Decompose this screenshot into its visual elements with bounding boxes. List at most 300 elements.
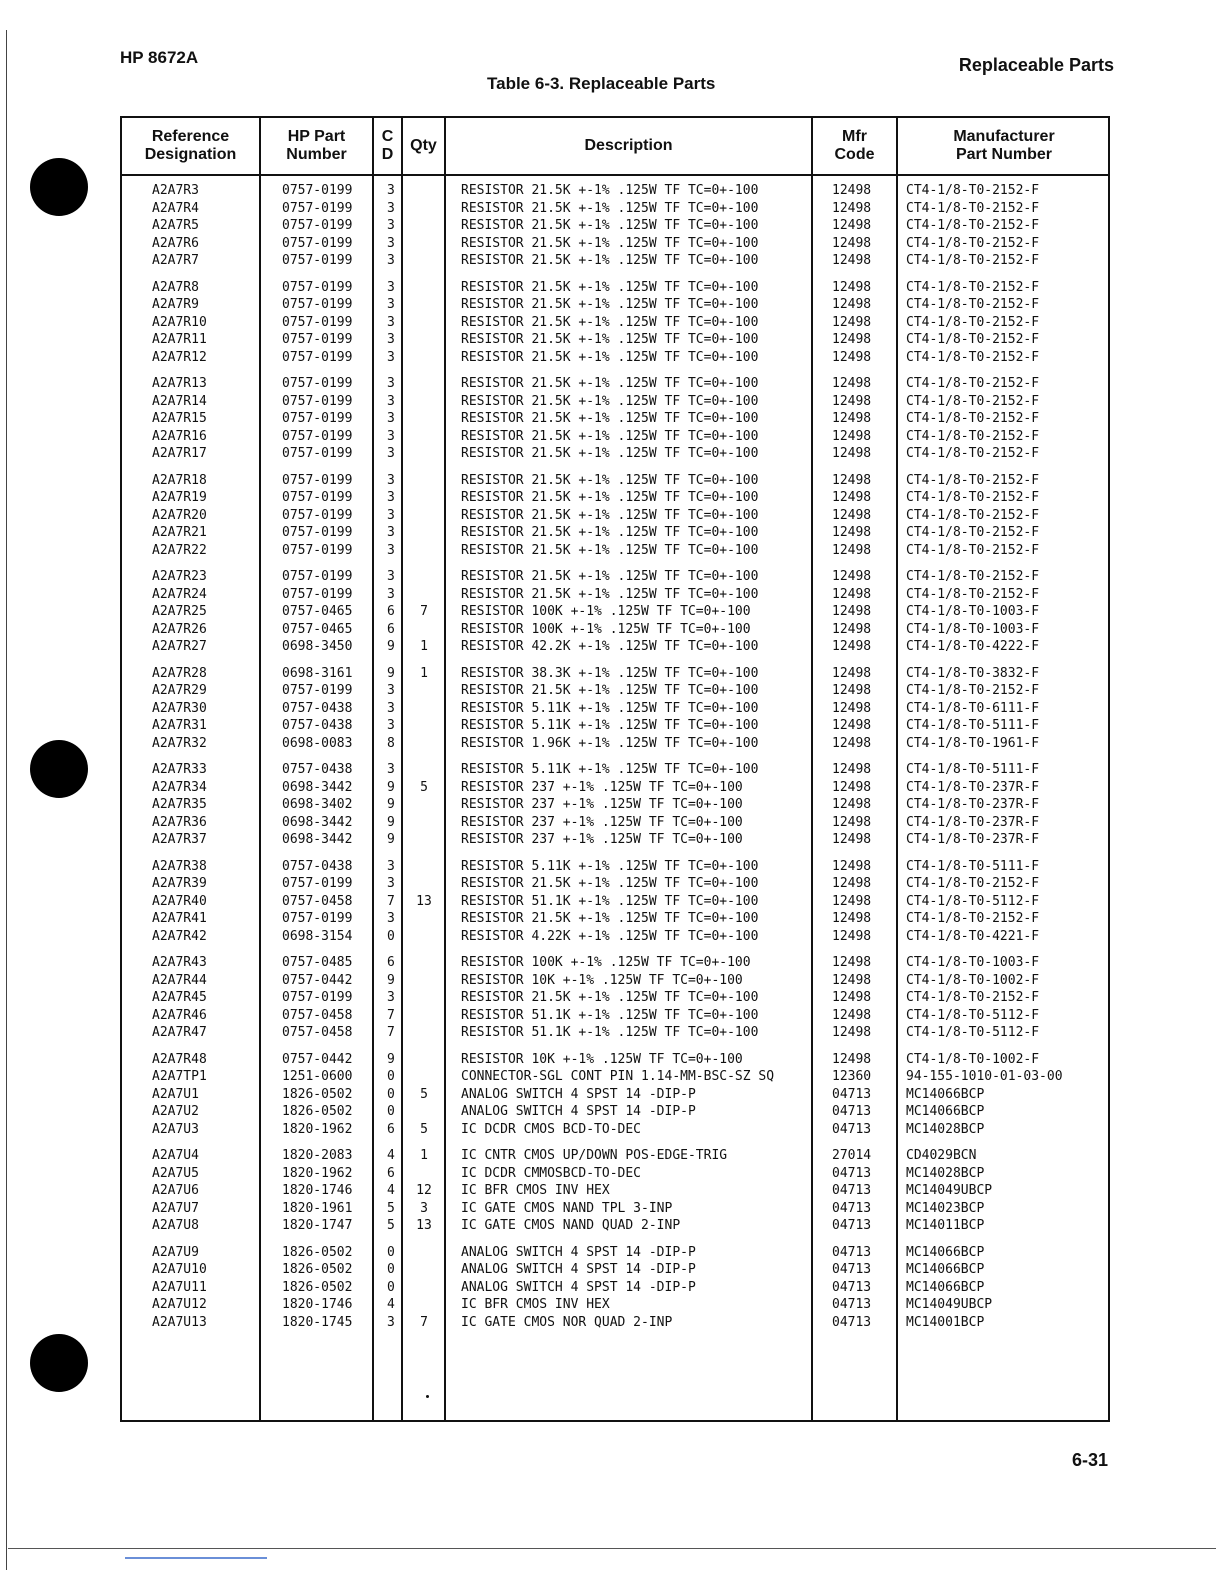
mfr-code-cell: 12498 — [832, 665, 872, 681]
row-group — [122, 1051, 1108, 1139]
cd-cell: 3 — [387, 990, 395, 1005]
qty-cell: 12 — [416, 1183, 432, 1198]
model-heading: HP 8672A — [120, 48, 199, 67]
qty-cell: 7 — [420, 1314, 428, 1330]
cd-cell: 7 — [387, 1025, 395, 1040]
mfr-code-cell: 12498 — [832, 911, 872, 926]
qty-cell: 5 — [420, 779, 428, 795]
mfr-part-number-cell: CT4-1/8-T0-237R-F — [906, 832, 1040, 847]
hp-part-number-cell: 0757-0199 — [282, 507, 353, 523]
mfr-code-cell: 04713 — [832, 1218, 872, 1233]
hp-part-number-cell: 0698-3161 — [282, 665, 353, 681]
ref-designation-cell: A2A7R12 — [152, 349, 207, 365]
mfr-code-cell: 12498 — [832, 832, 872, 847]
mfr-part-number-cell: CT4-1/8-T0-2152-F — [906, 876, 1040, 891]
mfr-part-number-cell: CT4-1/8-T0-2152-F — [906, 183, 1040, 198]
mfr-code-cell: 12498 — [832, 604, 872, 619]
mfr-code-cell: 12498 — [832, 1051, 872, 1067]
row-group — [122, 761, 1108, 849]
mfr-part-number-cell: CT4-1/8-T0-5112-F — [906, 893, 1040, 909]
description-cell: RESISTOR 21.5K +-1% .125W TF TC=0+-100 — [461, 472, 759, 488]
ref-designation-cell: A2A7U13 — [152, 1314, 207, 1330]
cd-cell: 3 — [387, 253, 395, 268]
description-cell: RESISTOR 21.5K +-1% .125W TF TC=0+-100 — [461, 235, 759, 251]
mfr-code-cell: 12498 — [832, 735, 872, 751]
table-row — [122, 796, 1108, 814]
ref-designation-cell: A2A7R29 — [152, 683, 207, 698]
hp-part-number-cell: 0757-0199 — [282, 683, 353, 698]
mfr-code-cell: 12360 — [832, 1069, 872, 1084]
mfr-code-cell: 12498 — [832, 490, 872, 505]
cd-cell: 3 — [387, 525, 395, 540]
mfr-code-cell: 12498 — [832, 297, 872, 312]
ref-designation-cell: A2A7TP1 — [152, 1069, 207, 1084]
cd-cell: 3 — [387, 490, 395, 505]
table-row — [122, 182, 1108, 200]
hp-part-number-cell: 0757-0199 — [282, 446, 353, 461]
ref-designation-cell: A2A7R24 — [152, 586, 207, 602]
mfr-code-cell: 12498 — [832, 393, 872, 409]
hp-part-number-cell: 1820-1962 — [282, 1165, 353, 1181]
description-cell: IC BFR CMOS INV HEX — [461, 1297, 610, 1312]
cd-cell: 3 — [387, 314, 395, 330]
punch-hole — [30, 1334, 88, 1392]
table-row — [122, 1024, 1108, 1042]
cd-cell: 3 — [387, 858, 395, 874]
ref-designation-cell: A2A7R3 — [152, 183, 199, 198]
mfr-part-number-cell: CT4-1/8-T0-2152-F — [906, 542, 1040, 558]
hp-part-number-cell: 0757-0199 — [282, 183, 353, 198]
ref-designation-cell: A2A7R8 — [152, 279, 199, 295]
table-row — [122, 972, 1108, 990]
cd-cell: 3 — [387, 700, 395, 716]
hp-part-number-cell: 0757-0199 — [282, 235, 353, 251]
cd-cell: 0 — [387, 1069, 395, 1084]
header-rule — [122, 174, 1108, 176]
table-row — [122, 682, 1108, 700]
hp-part-number-cell: 0757-0458 — [282, 1025, 353, 1040]
mfr-part-number-cell: CT4-1/8-T0-2152-F — [906, 349, 1040, 365]
mfr-part-number-cell: CT4-1/8-T0-2152-F — [906, 586, 1040, 602]
cd-cell: 9 — [387, 665, 395, 681]
hp-part-number-cell: 0757-0458 — [282, 893, 353, 909]
hp-part-number-cell: 0757-0199 — [282, 911, 353, 926]
mfr-code-cell: 12498 — [832, 376, 872, 391]
ref-designation-cell: A2A7R9 — [152, 297, 199, 312]
hp-part-number-cell: 1826-0502 — [282, 1104, 353, 1119]
table-row — [122, 1086, 1108, 1104]
cd-cell: 0 — [387, 1104, 395, 1119]
ref-designation-cell: A2A7R38 — [152, 858, 207, 874]
mfr-code-cell: 12498 — [832, 218, 872, 233]
description-cell: RESISTOR 237 +-1% .125W TF TC=0+-100 — [461, 779, 743, 795]
ref-designation-cell: A2A7R23 — [152, 569, 207, 584]
table-row — [122, 700, 1108, 718]
row-group — [122, 279, 1108, 367]
table-row — [122, 814, 1108, 832]
description-cell: RESISTOR 5.11K +-1% .125W TF TC=0+-100 — [461, 762, 759, 777]
hp-part-number-cell: 1826-0502 — [282, 1244, 353, 1260]
table-row — [122, 831, 1108, 849]
mfr-code-cell: 12498 — [832, 1025, 872, 1040]
mfr-part-number-cell: 94-155-1010-01-03-00 — [906, 1069, 1063, 1084]
mfr-code-cell: 27014 — [832, 1148, 872, 1163]
stray-dot — [426, 1395, 429, 1398]
description-cell: RESISTOR 21.5K +-1% .125W TF TC=0+-100 — [461, 200, 759, 216]
description-cell: CONNECTOR-SGL CONT PIN 1.14-MM-BSC-SZ SQ — [461, 1069, 775, 1084]
hp-part-number-cell: 0757-0199 — [282, 332, 353, 347]
mfr-code-cell: 12498 — [832, 507, 872, 523]
mfr-part-number-cell: MC14066BCP — [906, 1104, 985, 1119]
cd-cell: 9 — [387, 779, 395, 795]
mfr-part-number-cell: MC14066BCP — [906, 1279, 985, 1295]
ref-designation-cell: A2A7R7 — [152, 253, 199, 268]
cd-cell: 4 — [387, 1148, 395, 1163]
cd-cell: 6 — [387, 1165, 395, 1181]
mfr-code-cell: 12498 — [832, 253, 872, 268]
cd-cell: 6 — [387, 604, 395, 619]
qty-cell: 5 — [420, 1086, 428, 1102]
mfr-code-cell: 12498 — [832, 972, 872, 988]
cd-cell: 7 — [387, 1007, 395, 1023]
mfr-code-cell: 12498 — [832, 928, 872, 944]
mfr-code-cell: 12498 — [832, 411, 872, 426]
hp-part-number-cell: 0757-0438 — [282, 762, 353, 777]
mfr-part-number-cell: CT4-1/8-T0-5111-F — [906, 858, 1040, 874]
hp-part-number-cell: 0757-0199 — [282, 376, 353, 391]
page-number: 6-31 — [1071, 1450, 1108, 1470]
table-row — [122, 568, 1108, 586]
ref-designation-cell: A2A7R26 — [152, 621, 207, 637]
mfr-part-number-cell: MC14028BCP — [906, 1165, 985, 1181]
ref-designation-cell: A2A7R45 — [152, 990, 207, 1005]
row-group — [122, 1147, 1108, 1235]
hp-part-number-cell: 0698-3442 — [282, 779, 353, 795]
table-row — [122, 1103, 1108, 1121]
footer-rule — [8, 1548, 1216, 1549]
table-row — [122, 410, 1108, 428]
ref-designation-cell: A2A7U8 — [152, 1218, 199, 1233]
mfr-code-cell: 12498 — [832, 428, 872, 444]
description-cell: IC GATE CMOS NOR QUAD 2-INP — [461, 1314, 673, 1330]
footer-link-mark — [125, 1557, 267, 1559]
description-cell: RESISTOR 237 +-1% .125W TF TC=0+-100 — [461, 814, 743, 830]
row-group — [122, 568, 1108, 656]
parts-table — [120, 116, 1110, 1422]
mfr-part-number-cell: CT4-1/8-T0-2152-F — [906, 472, 1040, 488]
hp-part-number-cell: 0757-0199 — [282, 349, 353, 365]
ref-designation-cell: A2A7U1 — [152, 1086, 199, 1102]
table-row — [122, 375, 1108, 393]
ref-designation-cell: A2A7R44 — [152, 972, 207, 988]
table-row — [122, 1165, 1108, 1183]
cd-cell: 3 — [387, 446, 395, 461]
hp-part-number-cell: 0698-3442 — [282, 832, 353, 847]
row-group — [122, 1244, 1108, 1332]
mfr-part-number-cell: MC14001BCP — [906, 1314, 985, 1330]
mfr-code-cell: 12498 — [832, 990, 872, 1005]
mfr-part-number-cell: CT4-1/8-T0-2152-F — [906, 279, 1040, 295]
mfr-part-number-cell: CT4-1/8-T0-2152-F — [906, 446, 1040, 461]
mfr-part-number-cell: MC14066BCP — [906, 1086, 985, 1102]
cd-cell: 3 — [387, 332, 395, 347]
mfr-part-number-cell: CT4-1/8-T0-2152-F — [906, 253, 1040, 268]
mfr-part-number-cell: CT4-1/8-T0-2152-F — [906, 569, 1040, 584]
description-cell: RESISTOR 21.5K +-1% .125W TF TC=0+-100 — [461, 586, 759, 602]
mfr-code-cell: 04713 — [832, 1279, 872, 1295]
qty-cell: 3 — [420, 1200, 428, 1216]
hp-part-number-cell: 0757-0199 — [282, 525, 353, 540]
ref-designation-cell: A2A7R33 — [152, 762, 207, 777]
mfr-code-cell: 12498 — [832, 542, 872, 558]
cd-cell: 9 — [387, 832, 395, 847]
description-cell: RESISTOR 21.5K +-1% .125W TF TC=0+-100 — [461, 990, 759, 1005]
mfr-part-number-cell: CT4-1/8-T0-2152-F — [906, 683, 1040, 698]
table-row — [122, 665, 1108, 683]
ref-designation-cell: A2A7R36 — [152, 814, 207, 830]
hp-part-number-cell: 0757-0199 — [282, 314, 353, 330]
cd-cell: 8 — [387, 735, 395, 751]
cd-cell: 3 — [387, 569, 395, 584]
mfr-code-cell: 04713 — [832, 1262, 872, 1277]
row-group — [122, 858, 1108, 946]
description-cell: RESISTOR 237 +-1% .125W TF TC=0+-100 — [461, 797, 743, 812]
ref-designation-cell: A2A7R4 — [152, 200, 199, 216]
qty-cell: 1 — [420, 665, 428, 681]
cd-cell: 3 — [387, 393, 395, 409]
mfr-code-cell: 12498 — [832, 349, 872, 365]
cd-cell: 3 — [387, 297, 395, 312]
description-cell: RESISTOR 38.3K +-1% .125W TF TC=0+-100 — [461, 665, 759, 681]
mfr-part-number-cell: CT4-1/8-T0-4222-F — [906, 639, 1040, 654]
description-cell: RESISTOR 21.5K +-1% .125W TF TC=0+-100 — [461, 428, 759, 444]
table-row — [122, 200, 1108, 218]
cd-cell: 7 — [387, 893, 395, 909]
cd-cell: 9 — [387, 797, 395, 812]
hp-part-number-cell: 1820-1961 — [282, 1200, 353, 1216]
hp-part-number-cell: 1826-0502 — [282, 1279, 353, 1295]
mfr-code-cell: 04713 — [832, 1200, 872, 1216]
ref-designation-cell: A2A7U12 — [152, 1297, 207, 1312]
table-row — [122, 735, 1108, 753]
description-cell: RESISTOR 21.5K +-1% .125W TF TC=0+-100 — [461, 218, 759, 233]
mfr-part-number-cell: MC14011BCP — [906, 1218, 985, 1233]
mfr-code-cell: 12498 — [832, 569, 872, 584]
mfr-code-cell: 12498 — [832, 700, 872, 716]
mfr-code-cell: 04713 — [832, 1244, 872, 1260]
mfr-part-number-cell: MC14023BCP — [906, 1200, 985, 1216]
mfr-part-number-cell: CT4-1/8-T0-1961-F — [906, 735, 1040, 751]
cd-cell: 4 — [387, 1297, 395, 1312]
description-cell: RESISTOR 10K +-1% .125W TF TC=0+-100 — [461, 1051, 743, 1067]
table-row — [122, 1217, 1108, 1235]
qty-cell: 13 — [416, 1218, 432, 1233]
mfr-code-cell: 04713 — [832, 1183, 872, 1198]
mfr-part-number-cell: MC14049UBCP — [906, 1183, 993, 1198]
cd-cell: 3 — [387, 411, 395, 426]
description-cell: RESISTOR 21.5K +-1% .125W TF TC=0+-100 — [461, 349, 759, 365]
cd-cell: 3 — [387, 376, 395, 391]
description-cell: IC GATE CMOS NAND QUAD 2-INP — [461, 1218, 681, 1233]
ref-designation-cell: A2A7R17 — [152, 446, 207, 461]
description-cell: RESISTOR 4.22K +-1% .125W TF TC=0+-100 — [461, 928, 759, 944]
cd-cell: 3 — [387, 183, 395, 198]
hp-part-number-cell: 0757-0199 — [282, 393, 353, 409]
cd-cell: 0 — [387, 1244, 395, 1260]
ref-designation-cell: A2A7U9 — [152, 1244, 199, 1260]
hp-part-number-cell: 1820-1747 — [282, 1218, 353, 1233]
cd-cell: 3 — [387, 542, 395, 558]
header-description: Description — [584, 137, 673, 154]
cd-cell: 3 — [387, 718, 395, 733]
hp-part-number-cell: 0757-0199 — [282, 490, 353, 505]
mfr-part-number-cell: CT4-1/8-T0-2152-F — [906, 200, 1040, 216]
hp-part-number-cell: 0757-0458 — [282, 1007, 353, 1023]
mfr-part-number-cell: CT4-1/8-T0-3832-F — [906, 665, 1040, 681]
table-row — [122, 603, 1108, 621]
qty-cell: 1 — [420, 639, 428, 654]
table-row — [122, 542, 1108, 560]
ref-designation-cell: A2A7R28 — [152, 665, 207, 681]
description-cell: RESISTOR 42.2K +-1% .125W TF TC=0+-100 — [461, 639, 759, 654]
ref-designation-cell: A2A7U4 — [152, 1148, 199, 1163]
table-row — [122, 1261, 1108, 1279]
hp-part-number-cell: 0757-0199 — [282, 411, 353, 426]
description-cell: ANALOG SWITCH 4 SPST 14 -DIP-P — [461, 1279, 696, 1295]
hp-part-number-cell: 0757-0442 — [282, 1051, 353, 1067]
cd-cell: 9 — [387, 1051, 395, 1067]
ref-designation-cell: A2A7R48 — [152, 1051, 207, 1067]
mfr-code-cell: 12498 — [832, 718, 872, 733]
ref-designation-cell: A2A7R19 — [152, 490, 207, 505]
table-row — [122, 349, 1108, 367]
description-cell: RESISTOR 51.1K +-1% .125W TF TC=0+-100 — [461, 1007, 759, 1023]
table-row — [122, 296, 1108, 314]
hp-part-number-cell: 0757-0199 — [282, 200, 353, 216]
hp-part-number-cell: 0698-0083 — [282, 735, 353, 751]
mfr-part-number-cell: MC14049UBCP — [906, 1297, 993, 1312]
cd-cell: 3 — [387, 1314, 395, 1330]
description-cell: RESISTOR 21.5K +-1% .125W TF TC=0+-100 — [461, 876, 759, 891]
mfr-part-number-cell: CT4-1/8-T0-2152-F — [906, 235, 1040, 251]
mfr-part-number-cell: CT4-1/8-T0-1002-F — [906, 1051, 1040, 1067]
ref-designation-cell: A2A7U5 — [152, 1165, 199, 1181]
ref-designation-cell: A2A7R10 — [152, 314, 207, 330]
hp-part-number-cell: 1820-1962 — [282, 1121, 353, 1137]
mfr-part-number-cell: CD4029BCN — [906, 1148, 977, 1163]
cd-cell: 9 — [387, 639, 395, 654]
hp-part-number-cell: 1820-1746 — [282, 1297, 353, 1312]
cd-cell: 3 — [387, 911, 395, 926]
description-cell: RESISTOR 100K +-1% .125W TF TC=0+-100 — [461, 604, 751, 619]
mfr-part-number-cell: CT4-1/8-T0-237R-F — [906, 814, 1040, 830]
table-row — [122, 621, 1108, 639]
ref-designation-cell: A2A7U11 — [152, 1279, 207, 1295]
mfr-code-cell: 04713 — [832, 1104, 872, 1119]
ref-designation-cell: A2A7R15 — [152, 411, 207, 426]
cd-cell: 0 — [387, 1279, 395, 1295]
table-row — [122, 489, 1108, 507]
mfr-part-number-cell: MC14066BCP — [906, 1262, 985, 1277]
cd-cell: 3 — [387, 279, 395, 295]
hp-part-number-cell: 0698-3450 — [282, 639, 353, 654]
header-mfr-code: Mfr Code — [834, 128, 875, 163]
cd-cell: 6 — [387, 621, 395, 637]
hp-part-number-cell: 0757-0465 — [282, 621, 353, 637]
mfr-code-cell: 04713 — [832, 1086, 872, 1102]
description-cell: IC DCDR CMOS BCD-TO-DEC — [461, 1121, 642, 1137]
table-row — [122, 779, 1108, 797]
hp-part-number-cell: 0757-0199 — [282, 253, 353, 268]
description-cell: RESISTOR 21.5K +-1% .125W TF TC=0+-100 — [461, 411, 759, 426]
cd-cell: 9 — [387, 972, 395, 988]
hp-part-number-cell: 0698-3402 — [282, 797, 353, 812]
cd-cell: 0 — [387, 1262, 395, 1277]
mfr-code-cell: 12498 — [832, 876, 872, 891]
description-cell: RESISTOR 21.5K +-1% .125W TF TC=0+-100 — [461, 683, 759, 698]
row-group — [122, 182, 1108, 270]
description-cell: RESISTOR 21.5K +-1% .125W TF TC=0+-100 — [461, 314, 759, 330]
cd-cell: 5 — [387, 1218, 395, 1233]
qty-cell: 1 — [420, 1148, 428, 1163]
description-cell: RESISTOR 21.5K +-1% .125W TF TC=0+-100 — [461, 297, 759, 312]
table-row — [122, 717, 1108, 735]
description-cell: RESISTOR 21.5K +-1% .125W TF TC=0+-100 — [461, 183, 759, 198]
row-group — [122, 375, 1108, 463]
description-cell: RESISTOR 21.5K +-1% .125W TF TC=0+-100 — [461, 279, 759, 295]
cd-cell: 3 — [387, 428, 395, 444]
page-edge-line — [6, 30, 7, 1570]
table-row — [122, 1244, 1108, 1262]
mfr-part-number-cell: MC14028BCP — [906, 1121, 985, 1137]
hp-part-number-cell: 0757-0485 — [282, 955, 353, 970]
ref-designation-cell: A2A7R39 — [152, 876, 207, 891]
ref-designation-cell: A2A7R22 — [152, 542, 207, 558]
description-cell: RESISTOR 5.11K +-1% .125W TF TC=0+-100 — [461, 858, 759, 874]
hp-part-number-cell: 0757-0199 — [282, 297, 353, 312]
mfr-part-number-cell: CT4-1/8-T0-2152-F — [906, 376, 1040, 391]
table-row — [122, 928, 1108, 946]
mfr-code-cell: 12498 — [832, 183, 872, 198]
cd-cell: 3 — [387, 235, 395, 251]
cd-cell: 3 — [387, 876, 395, 891]
description-cell: RESISTOR 237 +-1% .125W TF TC=0+-100 — [461, 832, 743, 847]
ref-designation-cell: A2A7R14 — [152, 393, 207, 409]
hp-part-number-cell: 0757-0199 — [282, 586, 353, 602]
hp-part-number-cell: 1826-0502 — [282, 1086, 353, 1102]
description-cell: RESISTOR 10K +-1% .125W TF TC=0+-100 — [461, 972, 743, 988]
mfr-code-cell: 12498 — [832, 200, 872, 216]
table-row — [122, 235, 1108, 253]
hp-part-number-cell: 0757-0199 — [282, 569, 353, 584]
table-row — [122, 1147, 1108, 1165]
ref-designation-cell: A2A7U6 — [152, 1183, 199, 1198]
table-row — [122, 638, 1108, 656]
description-cell: RESISTOR 21.5K +-1% .125W TF TC=0+-100 — [461, 911, 759, 926]
table-row — [122, 331, 1108, 349]
mfr-part-number-cell: CT4-1/8-T0-1003-F — [906, 621, 1040, 637]
mfr-part-number-cell: MC14066BCP — [906, 1244, 985, 1260]
header-reference-designation: Reference Designation — [144, 128, 237, 163]
cd-cell: 3 — [387, 586, 395, 602]
hp-part-number-cell: 1820-2083 — [282, 1148, 353, 1163]
table-row — [122, 393, 1108, 411]
qty-cell: 5 — [420, 1121, 428, 1137]
mfr-code-cell: 12498 — [832, 858, 872, 874]
mfr-code-cell: 12498 — [832, 893, 872, 909]
mfr-code-cell: 12498 — [832, 797, 872, 812]
ref-designation-cell: A2A7R40 — [152, 893, 207, 909]
